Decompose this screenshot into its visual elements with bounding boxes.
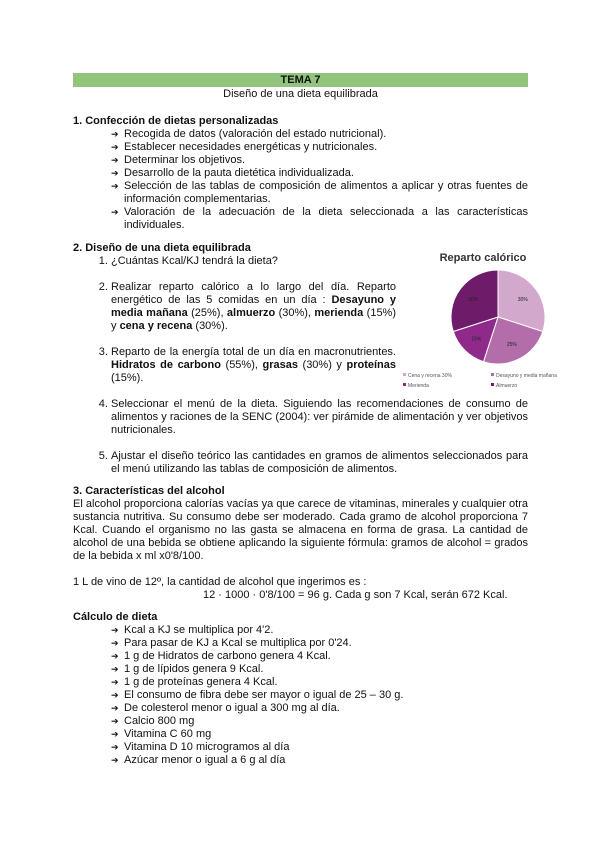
legend-swatch — [491, 383, 494, 386]
list-item — [111, 281, 396, 333]
list-item: ➔ 1 g de proteínas genera 4 Kcal. — [111, 676, 528, 689]
text: (15%). — [111, 372, 144, 384]
list-item: ➔ El consumo de fibra debe ser mayor o igual de 25 – 30 g. — [111, 689, 528, 702]
legend-label: Cena y recena 30% — [408, 373, 452, 379]
text: Realizar reparto calórico a lo largo del día. Reparto energético de las 5 comidas en un día : — [111, 281, 396, 306]
legend-label: Merienda — [408, 383, 429, 389]
legend-swatch — [491, 373, 494, 376]
text: (55%), — [220, 359, 263, 371]
section-1 — [73, 115, 528, 232]
list-item: ➔ Recogida de datos (valoración del estado nutricional). — [111, 128, 528, 141]
formula: 12 · 1000 · 0'8/100 = 96 g. Cada g son 7 Kcal, serán 672 Kcal. — [203, 589, 508, 601]
list-item: ➔ Vitamina C 60 mg — [111, 728, 528, 741]
paragraph: 1 L de vino de 12º, la cantidad de alcohol que ingerimos es : — [73, 576, 367, 588]
list-item: ➔ 1 g de lípidos genera 9 Kcal. — [111, 663, 528, 676]
section-4-title: Cálculo de dieta — [73, 611, 158, 623]
text: cena y recena — [119, 320, 193, 332]
text: ¿Cuántas Kcal/KJ tendrá la dieta? — [111, 255, 278, 267]
list-item: ➔ 1 g de Hidratos de carbono genera 4 Kcal. — [111, 650, 528, 663]
list-item — [111, 450, 528, 476]
data-label: 25% — [506, 342, 517, 349]
list-item — [111, 346, 396, 385]
text: grasas — [262, 359, 298, 371]
text: Reparto de la energía total de un día en macronutrientes. — [111, 346, 396, 358]
list-item: ➔ Vitamina D 10 microgramos al día — [111, 741, 528, 754]
list-item: ➔ De colesterol menor o igual a 300 mg al día. — [111, 702, 528, 715]
text: proteínas — [346, 359, 396, 371]
list-item — [111, 398, 528, 437]
text: Ajustar el diseño teórico las cantidades en gramos de alimentos seleccionados para el menú utilizando las tablas de composición de alimentos. — [111, 450, 528, 475]
text: (30%), — [275, 307, 315, 319]
section-1-title: 1. Confección de dietas personalizadas — [73, 115, 279, 127]
list-item: ➔ Valoración de la adecuación de la dieta seleccionada a las características individuales. — [111, 206, 528, 232]
text: (30%). — [192, 320, 228, 332]
pie-chart — [398, 245, 568, 395]
list-item: ➔ Para pasar de KJ a Kcal se multiplica por 0'24. — [111, 637, 528, 650]
list-item: ➔ Establecer necesidades energéticas y nutricionales. — [111, 141, 528, 154]
text: (30%) y — [297, 359, 347, 371]
subtitle: Diseño de una dieta equilibrada — [223, 88, 378, 100]
data-label: 30% — [517, 297, 528, 304]
chart-title: Reparto calórico — [439, 252, 527, 264]
text: almuerzo — [226, 307, 276, 319]
text: Seleccionar el menú de la dieta. Siguiendo las recomendaciones de consumo de alimentos y raciones de la SENC (2004): ver pirámide de alimentación y ver objetivos nutricionales. — [111, 398, 528, 436]
section-3-title: 3. Características del alcohol — [73, 485, 225, 497]
list-item: ➔ Desarrollo de la pauta dietética individualizada. — [111, 167, 528, 180]
text: Hidratos de carbono — [111, 359, 221, 371]
section-3 — [73, 485, 528, 602]
legend-swatch — [403, 373, 406, 376]
text: (25%), — [187, 307, 227, 319]
list-item — [111, 255, 396, 268]
data-label: 30% — [468, 297, 479, 304]
section-4 — [73, 611, 528, 767]
section-2-title: 2. Diseño de una dieta equilibrada — [73, 242, 251, 254]
paragraph: El alcohol proporciona calorías vacías ya que carece de vitaminas, minerales y cualquier otra sustancia nutritiva. Su consumo debe ser moderado. Cada gramo de alcohol proporciona 7 Kcal. Cuando el organismo no las gasta se almacena en forma de grasa. La cantidad de alcohol de una bebida se obtiene aplicando la siguiente fórmula: gramos de alcohol = grados de la bebida x ml x0'8/100. — [73, 498, 528, 562]
text: merienda — [314, 307, 364, 319]
list-item: ➔ Calcio 800 mg — [111, 715, 528, 728]
list-item: ➔ Kcal a KJ se multiplica por 4'2. — [111, 624, 528, 637]
list-item: ➔ Azúcar menor o igual a 6 g al día — [111, 754, 528, 767]
text: Desayuno y media mañana — [111, 294, 397, 319]
list-item: ➔ Selección de las tablas de composición de alimentos a aplicar y otras fuentes de información complementarias. — [111, 180, 528, 206]
title-bar: TEMA 7 — [73, 73, 528, 87]
legend-label: Desayuno y media mañana — [496, 373, 557, 379]
legend-swatch — [403, 383, 406, 386]
legend-label: Almuerzo — [496, 383, 518, 389]
text: (15%) y — [111, 307, 396, 332]
list-item: ➔ Determinar los objetivos. — [111, 154, 528, 167]
data-label: 15% — [471, 336, 482, 343]
